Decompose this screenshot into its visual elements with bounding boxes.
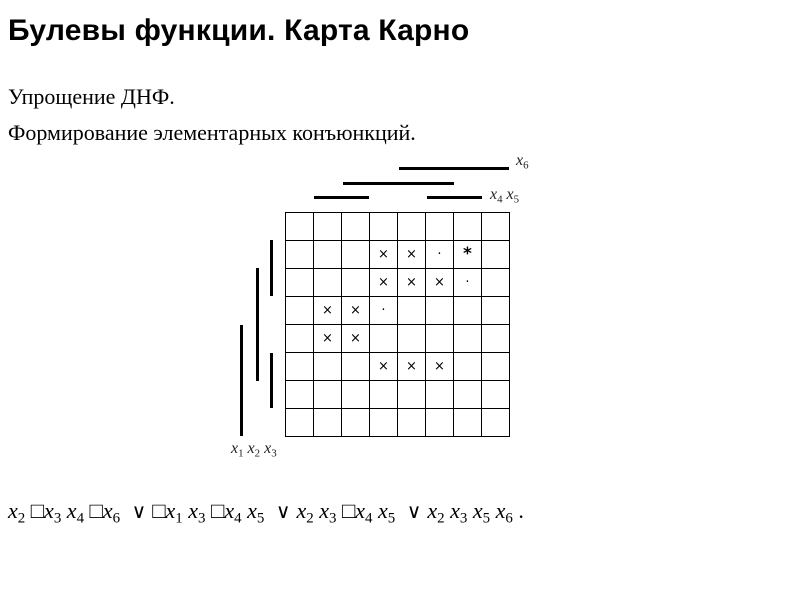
or-operator: ∨ — [275, 499, 291, 523]
kmap-cell — [482, 325, 510, 353]
kmap-cell — [454, 353, 482, 381]
kmap-cell — [314, 241, 342, 269]
kmap-cell: · — [426, 241, 454, 269]
kmap-cell — [482, 409, 510, 437]
formula-variable: $x_3$ — [188, 498, 206, 527]
kmap-cell — [454, 213, 482, 241]
kmap-cell — [482, 241, 510, 269]
kmap-cell — [482, 353, 510, 381]
kmap-cell — [426, 409, 454, 437]
formula-variable: $x_2$ — [427, 498, 445, 527]
kmap-row — [286, 353, 510, 381]
kmap-row — [286, 269, 510, 297]
kmap-cell — [482, 213, 510, 241]
kmap-cell — [286, 325, 314, 353]
missing-glyph-box: □ — [341, 498, 356, 523]
kmap-cell — [286, 213, 314, 241]
kmap-cell — [454, 381, 482, 409]
formula-variable: $x_4$ — [66, 498, 85, 527]
slide-title: Булевы функции. Карта Карно — [8, 14, 470, 47]
kmap-cell — [342, 241, 370, 269]
formula-variable: $x_3$ — [319, 498, 337, 527]
formula-variable: $x_5$ — [247, 498, 265, 527]
kmap-cell: × — [398, 241, 426, 269]
kmap-cell — [398, 381, 426, 409]
kmap-cell — [482, 269, 510, 297]
kmap-cell: × — [370, 353, 398, 381]
kmap-cell — [454, 325, 482, 353]
kmap-cell: × — [342, 297, 370, 325]
formula-variable: $x_2$ — [8, 498, 26, 527]
kmap-cell — [286, 269, 314, 297]
kmap-cell: × — [426, 353, 454, 381]
kmap-cell: · — [370, 297, 398, 325]
kmap-cell: × — [398, 269, 426, 297]
missing-glyph-box: □ — [30, 498, 45, 523]
kmap-cell — [342, 353, 370, 381]
or-operator: ∨ — [131, 499, 147, 523]
karnaugh-map — [285, 212, 510, 437]
kmap-cell — [398, 409, 426, 437]
label-x4-x5: $x_4$ $x_5$ — [490, 186, 520, 206]
kmap-cell — [370, 213, 398, 241]
label-x1-x2-x3: $x_1$ $x_2$ $x_3$ — [231, 440, 277, 460]
x4-bar-right — [427, 196, 482, 199]
kmap-cell — [314, 269, 342, 297]
kmap-cell — [454, 297, 482, 325]
kmap-cell — [398, 213, 426, 241]
x3-bar-top — [270, 240, 273, 296]
kmap-row — [286, 409, 510, 437]
x2-bar — [256, 268, 259, 381]
kmap-cell — [482, 381, 510, 409]
kmap-cell: × — [398, 353, 426, 381]
kmap-cell — [454, 409, 482, 437]
formula-variable: $x_3$ — [450, 498, 468, 527]
kmap-cell — [286, 297, 314, 325]
kmap-cell — [342, 409, 370, 437]
kmap-cell — [426, 297, 454, 325]
kmap-row — [286, 241, 510, 269]
x3-bar-bottom — [270, 353, 273, 408]
kmap-row — [286, 213, 510, 241]
kmap-cell — [426, 325, 454, 353]
kmap-cell — [370, 325, 398, 353]
x5-bar — [343, 182, 454, 185]
kmap-cell — [398, 297, 426, 325]
kmap-cell: * — [454, 241, 482, 269]
kmap-cell — [314, 409, 342, 437]
kmap-cell — [314, 353, 342, 381]
kmap-row — [286, 325, 510, 353]
result-formula — [8, 498, 524, 527]
kmap-cell — [314, 381, 342, 409]
kmap-cell — [398, 325, 426, 353]
kmap-cell — [482, 297, 510, 325]
kmap-cell — [286, 409, 314, 437]
kmap-cell: × — [370, 269, 398, 297]
subtitle-line-1: Упрощение ДНФ. — [8, 84, 175, 109]
kmap-cell: × — [314, 325, 342, 353]
formula-variable: $x_1$ — [165, 498, 183, 527]
kmap-cell — [314, 213, 342, 241]
formula-variable: $x_4$ — [355, 498, 373, 527]
subtitle-line-2: Формирование элементарных конъюнкций. — [8, 120, 416, 145]
formula-end: . — [518, 498, 524, 523]
formula-variable: $x_4$ — [224, 498, 242, 527]
kmap-cell — [286, 353, 314, 381]
x6-bar — [399, 167, 509, 170]
kmap-cell: · — [454, 269, 482, 297]
kmap-cell — [370, 381, 398, 409]
kmap-cell — [342, 381, 370, 409]
missing-glyph-box: □ — [211, 498, 225, 523]
formula-variable: $x_6$ — [495, 498, 513, 527]
kmap-row — [286, 297, 510, 325]
kmap-cell — [426, 213, 454, 241]
kmap-cell: × — [314, 297, 342, 325]
missing-glyph-box: □ — [152, 498, 166, 523]
label-x6: $x_6$ — [516, 152, 529, 172]
formula-variable: $x_5$ — [378, 498, 396, 527]
kmap-cell — [426, 381, 454, 409]
kmap-cell — [342, 213, 370, 241]
or-operator: ∨ — [406, 499, 422, 523]
kmap-cell — [286, 241, 314, 269]
formula-variable: $x_5$ — [472, 498, 491, 527]
kmap-cell: × — [342, 325, 370, 353]
x4-bar-left — [314, 196, 369, 199]
kmap-cell: × — [426, 269, 454, 297]
kmap-cell — [370, 409, 398, 437]
x1-bar — [240, 325, 243, 436]
kmap-row — [286, 381, 510, 409]
missing-glyph-box: □ — [89, 498, 103, 523]
formula-variable: $x_6$ — [102, 498, 121, 527]
formula-variable: $x_3$ — [44, 498, 62, 527]
kmap-cell — [286, 381, 314, 409]
kmap-cell: × — [370, 241, 398, 269]
formula-variable: $x_2$ — [296, 498, 314, 527]
kmap-cell — [342, 269, 370, 297]
